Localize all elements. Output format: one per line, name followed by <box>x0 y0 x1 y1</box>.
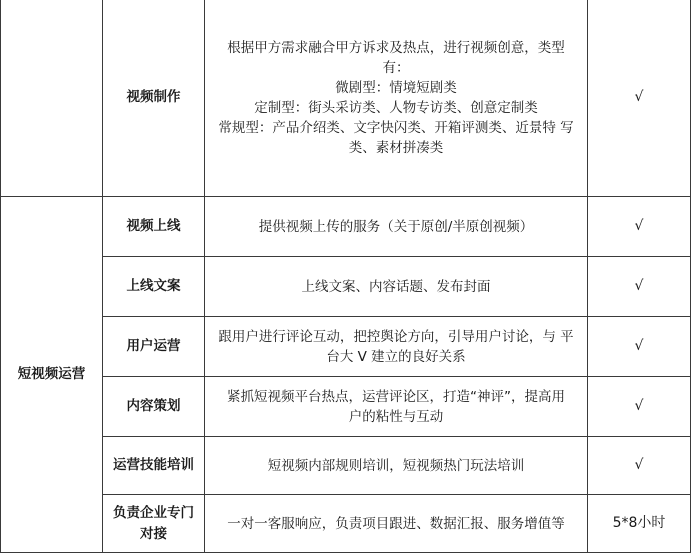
item-cell: 运营技能培训 <box>103 437 205 495</box>
description-line: 提供视频上传的服务（关于原创/半原创视频） <box>258 218 534 235</box>
table-row <box>1 0 691 197</box>
check-mark: √ <box>588 437 691 495</box>
check-mark: √ <box>588 317 691 377</box>
check-mark: √ <box>588 257 691 317</box>
check-mark: √ <box>588 0 691 197</box>
item-cell: 视频上线 <box>103 197 205 257</box>
description-line: 一对一客服响应，负责项目跟进、数据汇报、服务增值等 <box>227 515 565 532</box>
description-line: 微剧型：情境短剧类 <box>335 79 457 96</box>
description-cell <box>205 0 588 197</box>
description-cell <box>205 437 588 495</box>
description-line: 有： <box>382 59 410 76</box>
item-cell: 用户运营 <box>103 317 205 377</box>
description-line: 类、素材拼凑类 <box>348 139 444 156</box>
description-line: 短视频内部规则培训，短视频热门玩法培训 <box>267 457 525 474</box>
item-cell: 上线文案 <box>103 257 205 317</box>
description-line: 跟用户进行评论互动，把控舆论方向，引导用户讨论，与 平 <box>218 328 574 345</box>
category-cell: 短视频运营 <box>1 197 103 553</box>
item-cell: 视频制作 <box>103 0 205 197</box>
description-cell <box>205 377 588 437</box>
table-row <box>1 257 691 317</box>
table-row <box>1 377 691 437</box>
item-line: 对接 <box>140 525 167 542</box>
description-line: 根据甲方需求融合甲方诉求及热点，进行视频创意，类型 <box>227 39 565 56</box>
description-cell <box>205 317 588 377</box>
item-cell: 内容策划 <box>103 377 205 437</box>
table-row <box>1 317 691 377</box>
description-line: 紧抓短视频平台热点，运营评论区，打造“神评”，提高用 <box>227 388 565 405</box>
description-line: 台大 V 建立的良好关系 <box>326 348 466 365</box>
item-cell <box>103 495 205 553</box>
table-row <box>1 495 691 553</box>
description-line: 常规型：产品介绍类、文字快闪类、开箱评测类、近景特 写 <box>218 119 574 136</box>
check-mark: √ <box>588 377 691 437</box>
description-cell <box>205 197 588 257</box>
check-mark: √ <box>588 197 691 257</box>
description-cell <box>205 257 588 317</box>
item-line: 负责企业专门 <box>113 504 194 521</box>
category-cell-empty <box>1 0 103 197</box>
description-line: 户的粘性与互动 <box>348 408 444 425</box>
description-cell <box>205 495 588 553</box>
table-row <box>1 197 691 257</box>
service-hours: 5*8小时 <box>588 495 691 553</box>
description-line: 定制型：街头采访类、人物专访类、创意定制类 <box>254 99 538 116</box>
table-row <box>1 437 691 495</box>
description-line: 上线文案、内容话题、发布封面 <box>301 278 491 295</box>
